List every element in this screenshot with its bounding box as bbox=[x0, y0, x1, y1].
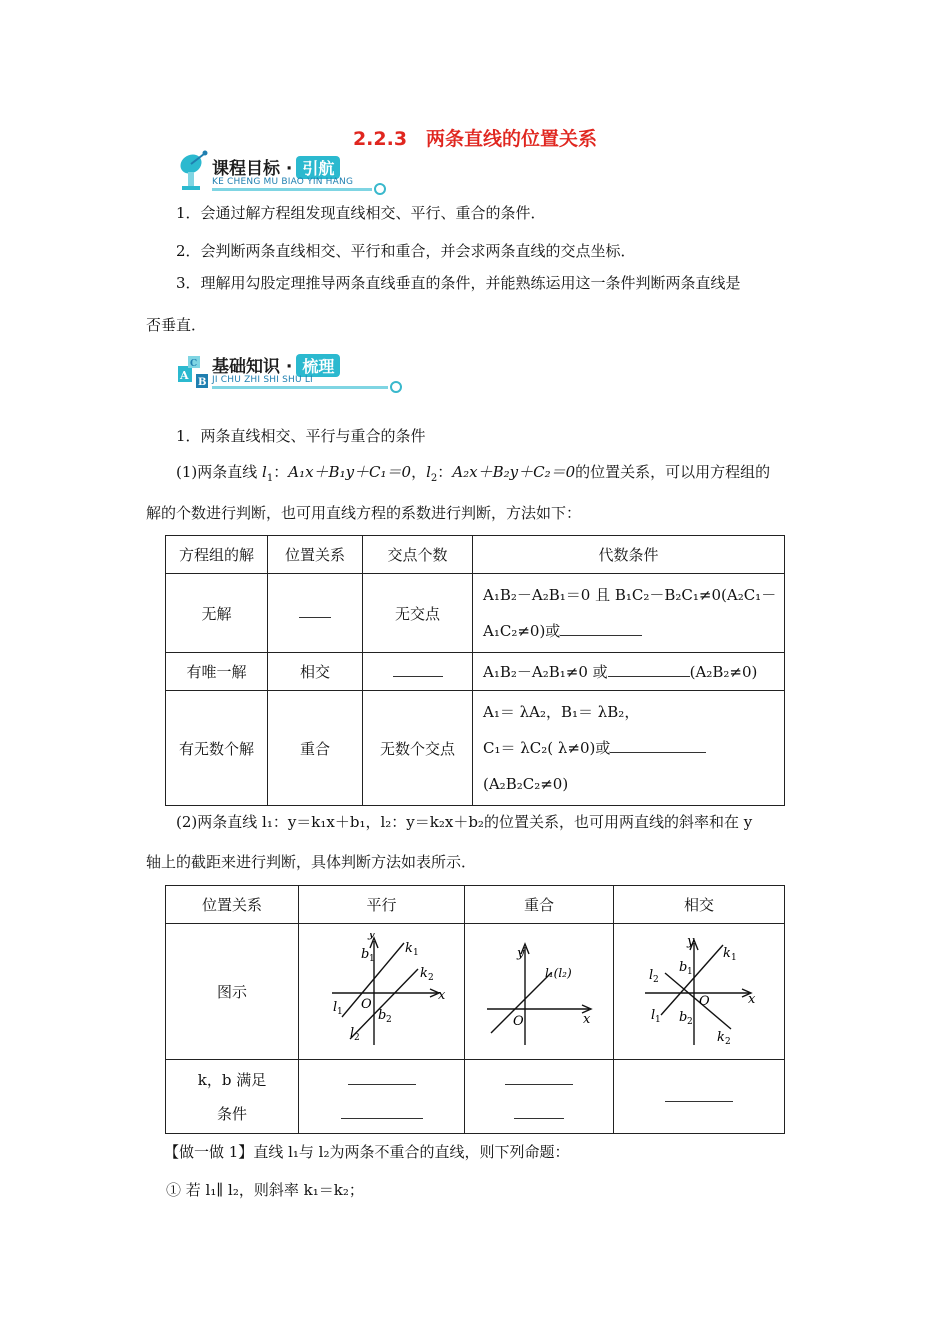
svg-text:y: y bbox=[687, 933, 695, 949]
svg-text:2: 2 bbox=[725, 1036, 731, 1047]
banner-title: 课程目标 · 引航 bbox=[212, 154, 340, 179]
parallel-figure-cell bbox=[299, 924, 465, 1060]
banner-underline bbox=[212, 188, 372, 191]
table-header: 位置关系 bbox=[166, 886, 299, 924]
paragraph-2-line-2: 轴上的截距来进行判断，具体判断方法如表所示． bbox=[146, 853, 477, 871]
svg-text:1: 1 bbox=[655, 1014, 661, 1025]
svg-text:1: 1 bbox=[731, 952, 737, 963]
table-cell: 无解 bbox=[166, 574, 268, 653]
svg-text:b: b bbox=[679, 1009, 688, 1025]
svg-text:2: 2 bbox=[353, 1032, 360, 1043]
svg-text:l: l bbox=[649, 967, 654, 983]
page-title: 2.2.3 两条直线的位置关系 bbox=[352, 128, 598, 150]
paragraph-2-line-1: (2)两条直线 l₁：y＝k₁x＋b₁，l₂：y＝k₂x＋b₂的位置关系，也可用两直线的斜率和在 y bbox=[176, 813, 753, 831]
table-cell: 有无数个解 bbox=[166, 691, 268, 806]
svg-text:x: x bbox=[748, 991, 756, 1007]
line-l2 bbox=[665, 973, 731, 1029]
svg-text:2: 2 bbox=[687, 1016, 693, 1027]
proposition-1: ① 若 l₁∥ l₂，则斜率 k₁＝k₂； bbox=[166, 1181, 364, 1199]
svg-text:k: k bbox=[404, 940, 413, 956]
table-cell: 重合 bbox=[268, 691, 363, 806]
table-header: 交点个数 bbox=[363, 536, 473, 574]
answer-blank bbox=[608, 664, 690, 677]
paragraph-1-line-1: (1)两条直线 $l_1$：A₁x＋B₁y＋C₁＝0，$l_2$：A₂x＋B₂y＋C₂＝0的位置关系，可以用方程组的 bbox=[176, 463, 771, 484]
svg-text:O: O bbox=[513, 1013, 524, 1029]
banner-subtitle: JI CHU ZHI SHI SHU LI bbox=[212, 375, 313, 385]
svg-text:l: l bbox=[332, 999, 337, 1015]
intersecting-figure-cell bbox=[614, 924, 785, 1060]
svg-text:y: y bbox=[367, 932, 375, 941]
svg-text:2: 2 bbox=[653, 974, 659, 985]
objective-3: 3．理解用勾股定理推导两条直线垂直的条件，并能熟练运用这一条件判断两条直线是 bbox=[176, 274, 741, 292]
svg-text:B: B bbox=[198, 377, 207, 388]
answer-blank bbox=[560, 623, 642, 636]
svg-text:A: A bbox=[180, 369, 189, 382]
table-cell-blank bbox=[268, 574, 363, 653]
table-row bbox=[166, 691, 785, 806]
try-it-1: 【做一做 1】直线 l₁与 l₂为两条不重合的直线，则下列命题： bbox=[164, 1143, 570, 1161]
svg-text:l₁(l₂): l₁(l₂) bbox=[545, 965, 572, 980]
paragraph-1-line-2: 解的个数进行判断，也可用直线方程的系数进行判断，方法如下： bbox=[146, 504, 582, 522]
table-cell-blank bbox=[363, 653, 473, 691]
banner-title: 基础知识 · 梳理 bbox=[212, 352, 340, 377]
svg-text:C: C bbox=[190, 359, 198, 369]
table-header: 重合 bbox=[465, 886, 614, 924]
banner-tag: 引航 bbox=[296, 156, 340, 179]
banner-dot bbox=[390, 381, 402, 393]
svg-text:l: l bbox=[349, 1025, 354, 1041]
svg-text:k: k bbox=[419, 965, 428, 981]
answer-blank bbox=[514, 1106, 564, 1119]
parallel-lines-figure bbox=[312, 933, 452, 1047]
svg-text:2: 2 bbox=[427, 972, 434, 983]
table-header: 位置关系 bbox=[268, 536, 363, 574]
banner-dot bbox=[374, 183, 386, 195]
table-cell-condition: A₁B₂－A₂B₁≠0 或 (A₂B₂≠0) bbox=[473, 653, 785, 691]
table-cell: 图示 bbox=[166, 924, 299, 1060]
svg-text:x: x bbox=[583, 1011, 591, 1027]
table-row bbox=[166, 574, 785, 653]
line-l1 bbox=[661, 945, 723, 1015]
answer-blank bbox=[348, 1072, 416, 1085]
svg-text:1: 1 bbox=[336, 1006, 343, 1017]
intersecting-lines-figure bbox=[639, 933, 759, 1047]
table-row bbox=[166, 1060, 785, 1134]
table-cell: k，b 满足 条件 bbox=[166, 1060, 299, 1134]
abc-blocks-icon bbox=[176, 348, 212, 392]
svg-text:b: b bbox=[679, 959, 688, 975]
svg-text:l: l bbox=[651, 1007, 656, 1023]
table-cell-condition: A₁B₂－A₂B₁＝0 且 B₁C₂－B₂C₁≠0(A₂C₁－ A₁C₂≠0)或 bbox=[473, 574, 785, 653]
svg-text:k: k bbox=[717, 1029, 725, 1045]
objective-1: 1．会通过解方程组发现直线相交、平行、重合的条件． bbox=[176, 204, 546, 222]
answer-blank bbox=[393, 664, 443, 677]
table-cell: 无数个交点 bbox=[363, 691, 473, 806]
course-goal-banner bbox=[176, 150, 388, 196]
objective-2: 2．会判断两条直线相交、平行和重合，并会求两条直线的交点坐标． bbox=[176, 242, 636, 260]
svg-text:b: b bbox=[377, 1007, 386, 1023]
basic-knowledge-banner bbox=[176, 348, 404, 394]
table-header: 方程组的解 bbox=[166, 536, 268, 574]
banner-subtitle: KE CHENG MU BIAO YIN HANG bbox=[212, 177, 354, 187]
table-row bbox=[166, 924, 785, 1060]
table-cell-blank bbox=[299, 1060, 465, 1134]
try-it-label: 【做一做 1】 bbox=[164, 1143, 254, 1161]
answer-blank bbox=[665, 1089, 733, 1102]
answer-blank bbox=[610, 740, 706, 753]
condition-table bbox=[165, 535, 785, 806]
svg-text:O: O bbox=[699, 993, 710, 1009]
table-header-row bbox=[166, 536, 785, 574]
table-cell: 有唯一解 bbox=[166, 653, 268, 691]
coincident-lines-figure bbox=[479, 933, 599, 1047]
section-heading: 1．两条直线相交、平行与重合的条件 bbox=[176, 427, 426, 445]
svg-text:y: y bbox=[517, 945, 525, 961]
table-cell-blank bbox=[465, 1060, 614, 1134]
svg-text:k: k bbox=[723, 945, 731, 961]
answer-blank bbox=[299, 605, 331, 618]
svg-text:x: x bbox=[437, 987, 445, 1003]
table-header: 相交 bbox=[614, 886, 785, 924]
svg-text:O: O bbox=[360, 996, 372, 1012]
objective-3-cont: 否垂直． bbox=[146, 316, 207, 334]
table-cell-condition: A₁＝ λA₂，B₁＝ λB₂， C₁＝ λC₂( λ≠0)或 (A₂B₂C₂≠0) bbox=[473, 691, 785, 806]
table-cell: 无交点 bbox=[363, 574, 473, 653]
slope-intercept-table bbox=[165, 885, 785, 1134]
table-row bbox=[166, 653, 785, 691]
satellite-dish-icon bbox=[176, 150, 212, 194]
table-cell: 相交 bbox=[268, 653, 363, 691]
answer-blank bbox=[341, 1106, 423, 1119]
svg-text:1: 1 bbox=[368, 953, 375, 964]
answer-blank bbox=[505, 1072, 573, 1085]
table-cell-blank bbox=[614, 1060, 785, 1134]
table-header-row bbox=[166, 886, 785, 924]
svg-text:1: 1 bbox=[412, 947, 419, 958]
svg-text:1: 1 bbox=[687, 966, 693, 977]
table-header: 平行 bbox=[299, 886, 465, 924]
svg-text:b: b bbox=[360, 946, 369, 962]
table-header: 代数条件 bbox=[473, 536, 785, 574]
banner-tag: 梳理 bbox=[296, 354, 340, 377]
svg-text:2: 2 bbox=[385, 1014, 392, 1025]
coincident-figure-cell bbox=[465, 924, 614, 1060]
banner-underline bbox=[212, 386, 388, 389]
